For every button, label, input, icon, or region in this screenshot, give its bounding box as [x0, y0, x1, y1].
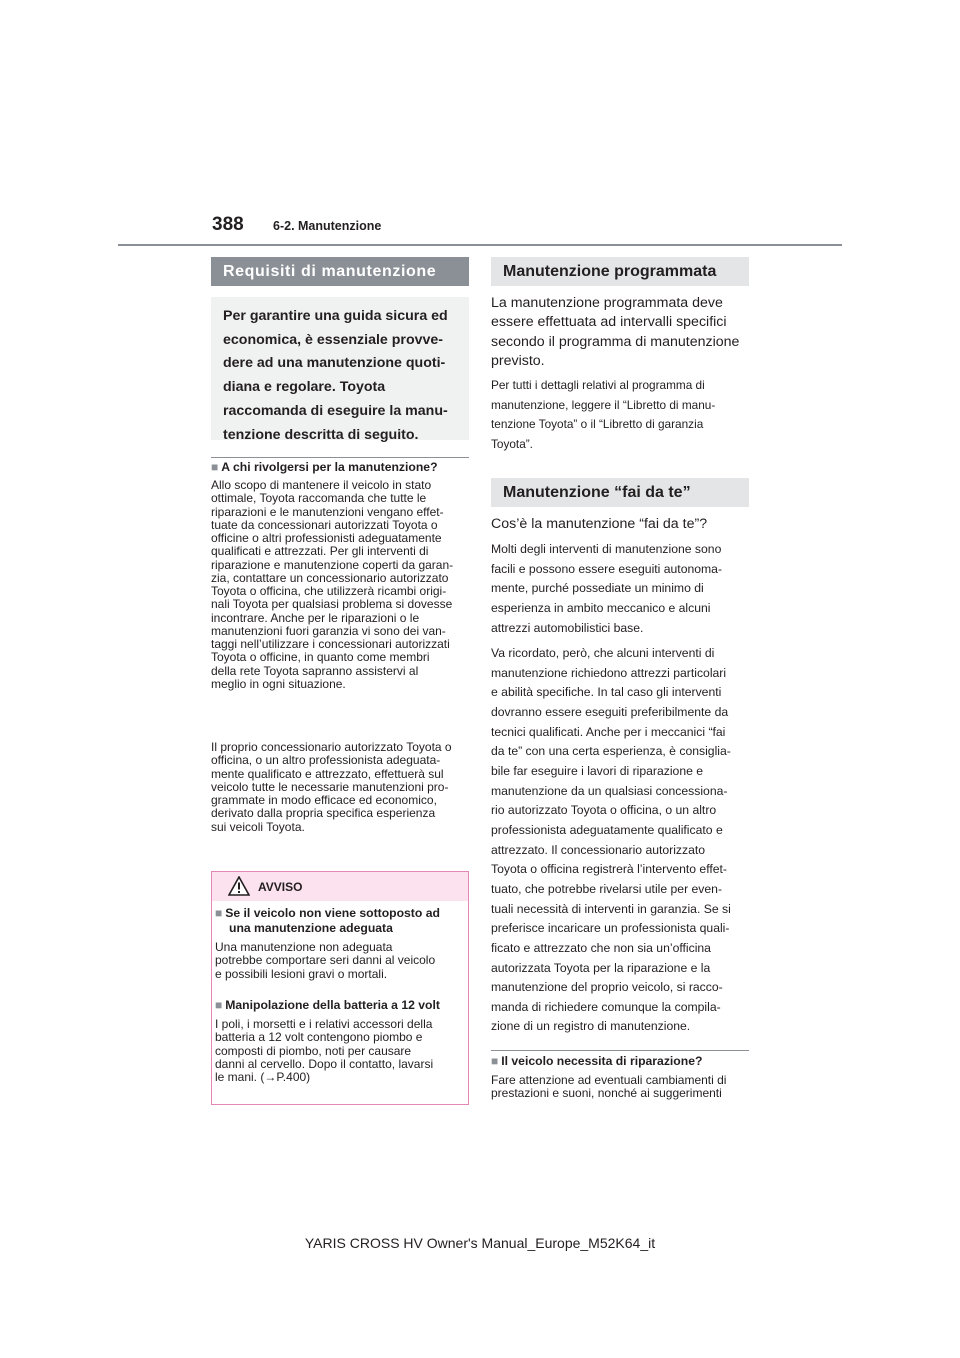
text-line: sui veicoli Toyota.: [211, 819, 305, 834]
square-bullet-icon: ■: [491, 1054, 499, 1068]
text-line: attrezzi automobilistici base.: [491, 620, 644, 635]
text-line: Allo scopo di mantenere il veicolo in stato: [211, 478, 432, 492]
text-line: manutenzione, leggere il “Libretto di manu-: [491, 397, 716, 412]
text-line: meglio in ogni situazione.: [211, 676, 346, 691]
text-line: riparazione e manutenzione coperti da garan-: [211, 557, 454, 572]
intro-line: diana e regolare. Toyota: [223, 379, 386, 396]
text-line: preferisce incaricare un professionista quali-: [491, 921, 730, 936]
square-bullet-icon: ■: [215, 998, 223, 1012]
lead-question: Cos’è la manutenzione “fai da te”?: [491, 516, 708, 532]
text-line: zione di un registro di manutenzione.: [491, 1019, 691, 1034]
text-line: grammate in modo efficace ed economico,: [211, 793, 437, 807]
text-line: da te” con una certa esperienza, è consiglia-: [491, 744, 731, 759]
intro-box: [211, 297, 469, 443]
subheading-rule: [491, 1050, 749, 1051]
header-divider: [118, 244, 842, 246]
text-line: Toyota o officina registrerà l’intervento effet-: [491, 862, 727, 877]
text-line: ottimale, Toyota raccomanda che tutte le: [211, 491, 427, 506]
text-line: essere effettuata ad intervalli specifici: [491, 314, 727, 331]
text-line: taggi nell’utilizzare i concessionari autorizzati: [211, 637, 450, 651]
warning-triangle-icon: [228, 876, 250, 896]
text-line: potrebbe comportare seri danni al veicolo: [215, 953, 436, 968]
text-line: professionista adeguatamente qualificato e: [491, 822, 723, 837]
text-line: Toyota o officine, in quanto come membri: [211, 650, 430, 665]
text-line: facili e possono essere eseguiti autonoma-: [491, 561, 723, 576]
paragraph: [491, 540, 722, 638]
text-line: La manutenzione programmata deve: [491, 295, 723, 311]
intro-line: dere ad una manutenzione quoti-: [223, 355, 446, 372]
warning-paragraph: [215, 941, 435, 981]
text-line: composti di piombo, noti per causare: [215, 1043, 412, 1058]
subheading-text: Il veicolo necessita di riparazione?: [501, 1054, 703, 1068]
text-line: tenzione Toyota” o il “Libretto di garanzia: [491, 417, 704, 432]
text-line: manutenzioni fuori garanzia vi sono dei van-: [211, 623, 446, 638]
text-line: mente qualificato e attrezzato, effettuerà sul: [211, 766, 444, 781]
intro-line: economica, è essenziale provve-: [223, 331, 444, 348]
paragraph: [491, 1074, 726, 1101]
warning-item-title-text: Manipolazione della batteria a 12 volt: [225, 998, 440, 1012]
intro-line: Per garantire una guida sicura ed: [223, 308, 448, 324]
text-line: incontrare. Anche per le riparazioni o le: [211, 610, 420, 625]
footer-text: YARIS CROSS HV Owner's Manual_Europe_M52K64_it: [304, 1235, 656, 1251]
text-line: esperienza in ambito meccanico e alcuni: [491, 600, 711, 615]
text-line: officina, o un altro professionista adeguata-: [211, 753, 441, 768]
warning-title: AVVISO: [258, 880, 303, 894]
paragraph: [211, 741, 452, 834]
section-title: Requisiti di manutenzione: [223, 262, 437, 280]
text-line: nali Toyota per qualsiasi problema si dovesse: [211, 597, 453, 612]
text-line: tuato, che potrebbe rivelarsi utile per even-: [491, 881, 723, 896]
warning-header: [212, 872, 468, 901]
subheading-text: A chi rivolgersi per la manutenzione?: [221, 460, 438, 474]
paragraph: [211, 479, 453, 691]
intro-line: raccomanda di eseguire la manu-: [223, 402, 448, 419]
text-line: mente, purché possediate un minimo di: [491, 581, 704, 596]
section-header-programmata: [491, 257, 749, 286]
lead-paragraph: [491, 294, 739, 372]
section-header-requisiti: [211, 257, 469, 286]
text-line: derivato dalla propria specifica esperienza: [211, 806, 436, 821]
text-line: Va ricordato, però, che alcuni interventi di: [491, 646, 715, 660]
text-line: rio autorizzato Toyota o officina, o un altro: [491, 803, 717, 818]
text-line: riparazioni e le manutenzioni vengano effet-: [211, 504, 444, 519]
text-line: tecnici qualificati. Anche per i meccanici “fai: [491, 724, 726, 739]
text-line: qualificati e attrezzati. Per gli interventi di: [211, 544, 429, 559]
text-line: ficato e attrezzato che non sia un’officina: [491, 940, 711, 955]
text-line: le mani. (→P.400): [215, 1070, 311, 1084]
text-line: Una manutenzione non adeguata: [215, 940, 393, 954]
text-line: autorizzata Toyota per la riparazione e la: [491, 960, 711, 975]
text-line: veicolo tutte le necessarie manutenzioni pro-: [211, 779, 449, 794]
warning-item-title: [215, 998, 440, 1013]
warning-item-title: [215, 906, 440, 921]
warning-item-title-text: Se il veicolo non viene sottoposto ad: [225, 906, 440, 920]
text-line: batteria a 12 volt contengono piombo e: [215, 1030, 423, 1045]
square-bullet-icon: ■: [215, 906, 223, 920]
text-line: Il proprio concessionario autorizzato Toyota o: [211, 740, 452, 754]
warning-paragraph: [215, 1018, 433, 1084]
text-line: manutenzione da un qualsiasi concessiona-: [491, 783, 728, 798]
text-line: secondo il programma di manutenzione: [491, 333, 740, 350]
text-line: officine o altri professionisti adeguatamente: [211, 531, 442, 545]
section-header-fai-da-te: [491, 478, 749, 507]
paragraph: [491, 376, 715, 454]
text-line: Toyota”.: [491, 436, 533, 451]
text-line: e abilità specifiche. In tal caso gli interventi: [491, 685, 722, 700]
text-line: Molti degli interventi di manutenzione sono: [491, 542, 722, 556]
text-line: previsto.: [491, 353, 545, 370]
text-line: danni al cervello. Dopo il contatto, lavarsi: [215, 1056, 434, 1071]
text-line: tuate da concessionari autorizzati Toyota o: [211, 517, 438, 532]
paragraph: [491, 644, 731, 1037]
text-line: Per tutti i dettagli relativi al programma di: [491, 378, 705, 392]
intro-line: tenzione descritta di seguito.: [223, 426, 419, 443]
text-line: manutenzione del proprio veicolo, si racco-: [491, 980, 723, 995]
text-line: dovranno essere eseguiti preferibilmente da: [491, 704, 729, 719]
square-bullet-icon: ■: [211, 460, 219, 474]
text-line: prestazioni e suoni, nonché ai suggerimenti: [491, 1086, 722, 1101]
text-line: attrezzato. Il concessionario autorizzato: [491, 842, 706, 857]
subheading-rule: [211, 457, 469, 458]
text-line: bile far eseguire i lavori di riparazione e: [491, 763, 704, 778]
page-number: 388: [212, 214, 244, 235]
text-line: manutenzione richiedono attrezzi particolari: [491, 665, 727, 680]
subheading: [211, 460, 438, 475]
section-title: Manutenzione programmata: [503, 262, 717, 280]
text-line: tuali necessità di interventi in garanzia. Se si: [491, 901, 731, 916]
text-line: I poli, i morsetti e i relativi accessori della: [215, 1017, 433, 1031]
text-line: zia, contattare un concessionario autorizzato: [211, 570, 449, 585]
chapter-title: 6-2. Manutenzione: [273, 219, 382, 233]
text-line: Fare attenzione ad eventuali cambiamenti di: [491, 1073, 727, 1087]
text-line: della rete Toyota sapranno assistervi al: [211, 663, 419, 678]
warning-item-title-cont: una manutenzione adeguata: [229, 921, 393, 935]
section-title: Manutenzione “fai da te”: [503, 483, 691, 501]
text-line: e possibili lesioni gravi o mortali.: [215, 966, 388, 981]
subheading: [491, 1054, 702, 1069]
text-line: Toyota o officina, che utilizzerà ricambi origi-: [211, 584, 447, 598]
text-line: manda di richiedere comunque la compila-: [491, 999, 721, 1014]
